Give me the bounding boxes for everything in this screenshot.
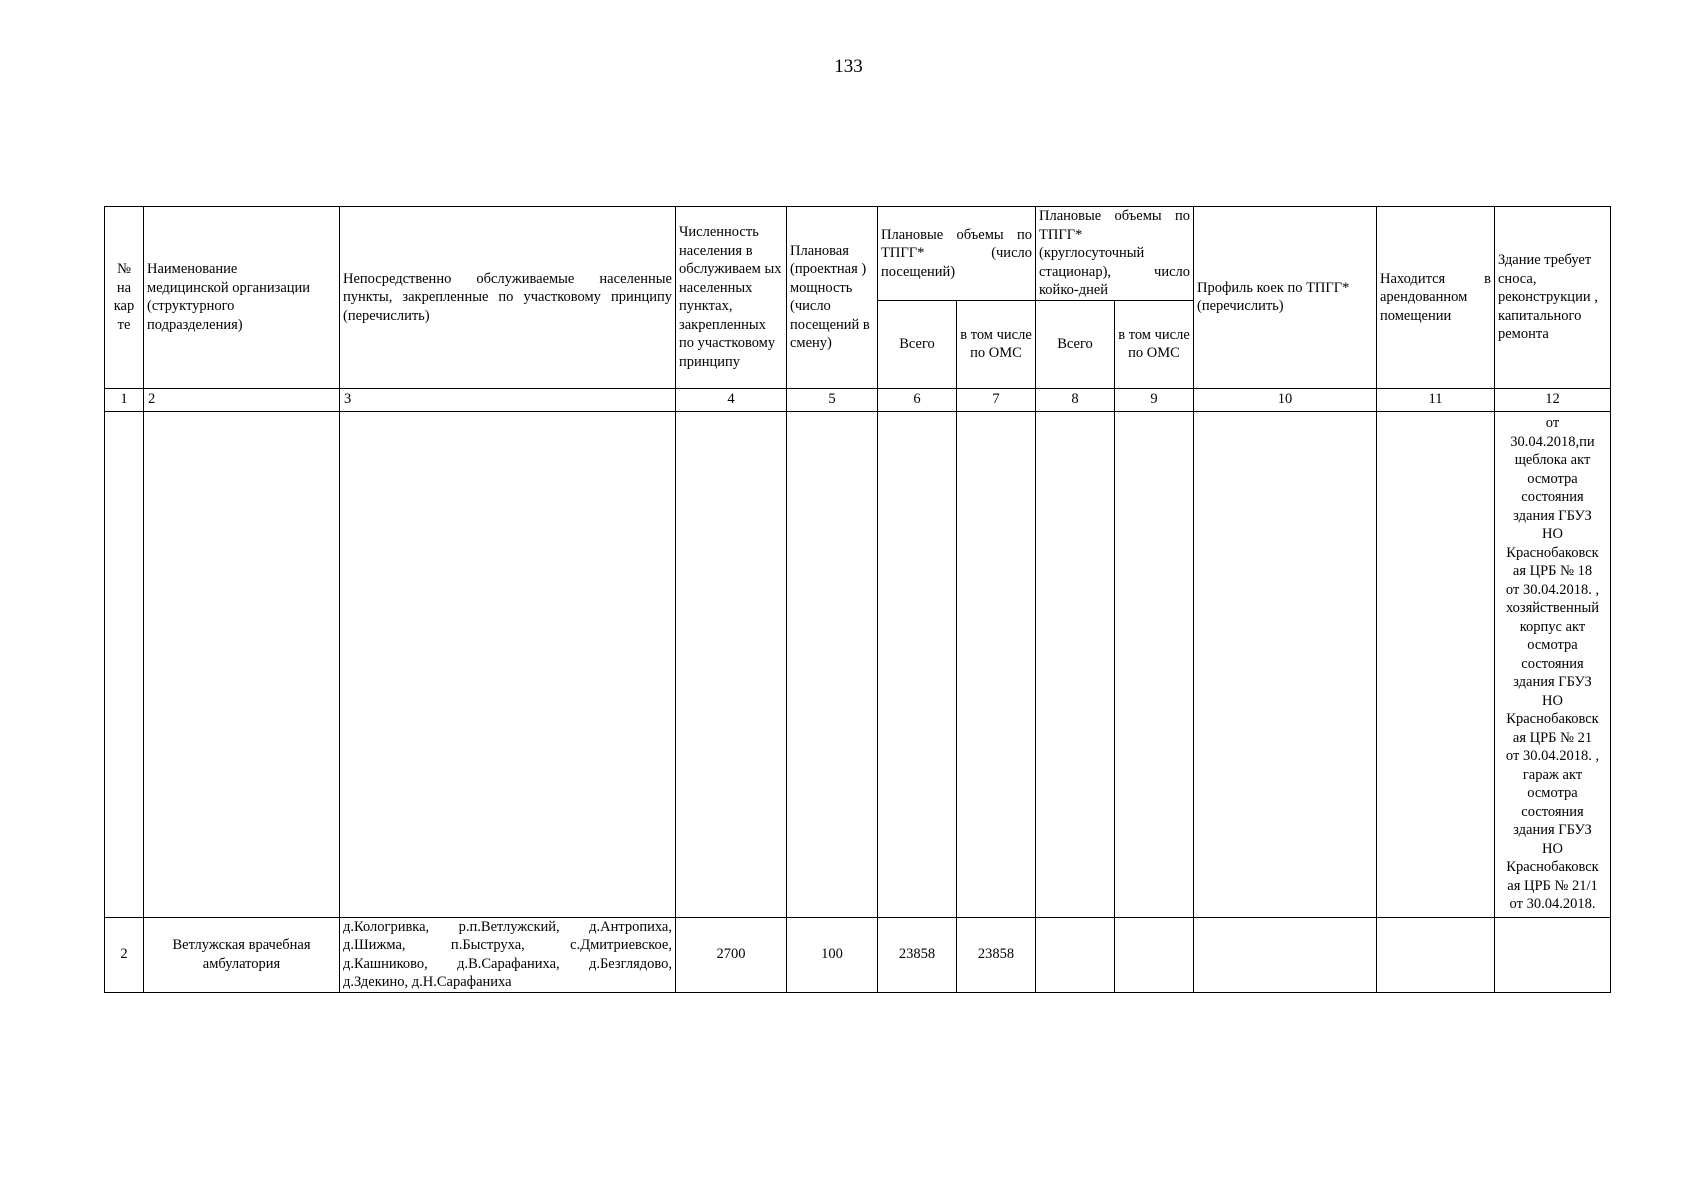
cell-visits-oms [957,411,1036,917]
header-beds-oms: в том числе по ОМС [1115,300,1194,388]
cell-population [676,411,787,917]
cell-settlements: д.Кологривка, р.п.Ветлужский, д.Антропиха, д.Шижма, п.Быструха, с.Дмитриевское, д.Кашниково, д.В.Сарафаниха, д.Безглядово, д.Здекино, д.Н.Сарафаниха [340,917,676,992]
cell-name: Ветлужская врачебная амбулатория [144,917,340,992]
cell-beds-oms [1115,917,1194,992]
cell-capacity [787,411,878,917]
cell-building-state [1495,917,1611,992]
cell-visits-total [878,411,957,917]
header-row [105,207,1611,301]
header-map-number: № на кар те [105,207,144,389]
column-number-row [105,388,1611,411]
facilities-table [104,206,1611,993]
cell-beds-oms [1115,411,1194,917]
cell-num [105,411,144,917]
column-number: 4 [676,388,787,411]
header-building-state: Здание требует сноса, реконструкции , капитального ремонта [1495,207,1611,389]
table-row [105,411,1611,917]
cell-population: 2700 [676,917,787,992]
column-number: 12 [1495,388,1611,411]
header-org-name: Наименование медицинской организации (структурного подразделения) [144,207,340,389]
column-number: 7 [957,388,1036,411]
column-number: 10 [1194,388,1377,411]
cell-bed-profile [1194,917,1377,992]
cell-rented [1377,411,1495,917]
header-capacity: Плановая (проектная ) мощность (число посещений в смену) [787,207,878,389]
header-settlements: Непосредственно обслуживаемые населенные пункты, закрепленные по участковому принципу (перечислить) [340,207,676,389]
header-beds-total: Всего [1036,300,1115,388]
column-number: 3 [340,388,676,411]
header-planned-visits: Плановые объемы по ТПГГ* (число посещений) [878,207,1036,301]
cell-beds-total [1036,917,1115,992]
column-number: 9 [1115,388,1194,411]
cell-building-state: от 30.04.2018,пи щеблока акт осмотра состояния здания ГБУЗ НО Краснобаковск ая ЦРБ № 18 от 30.04.2018. , хозяйственный корпус акт осмотра состояния здания ГБУЗ НО Краснобаковск ая ЦРБ № 21 от 30.04.2018. , гараж акт осмотра состояния здания ГБУЗ НО Краснобаковск ая ЦРБ № 21/1 от 30.04.2018. [1495,411,1611,917]
cell-bed-profile [1194,411,1377,917]
header-visits-total: Всего [878,300,957,388]
cell-visits-total: 23858 [878,917,957,992]
column-number: 6 [878,388,957,411]
cell-settlements [340,411,676,917]
cell-capacity: 100 [787,917,878,992]
cell-beds-total [1036,411,1115,917]
header-planned-bed-days: Плановые объемы по ТПГГ* (круглосуточный стационар), число койко-дней [1036,207,1194,301]
page-number: 133 [834,56,863,77]
cell-num: 2 [105,917,144,992]
header-visits-oms: в том числе по ОМС [957,300,1036,388]
table-row [105,917,1611,992]
column-number: 2 [144,388,340,411]
column-number: 1 [105,388,144,411]
cell-name [144,411,340,917]
column-number: 11 [1377,388,1495,411]
column-number: 8 [1036,388,1115,411]
column-number: 5 [787,388,878,411]
header-population: Численность населения в обслуживаем ых населенных пунктах, закрепленных по участковому принципу [676,207,787,389]
header-bed-profile: Профиль коек по ТПГГ* (перечислить) [1194,207,1377,389]
header-rented: Находится в арендованном помещении [1377,207,1495,389]
cell-visits-oms: 23858 [957,917,1036,992]
cell-rented [1377,917,1495,992]
